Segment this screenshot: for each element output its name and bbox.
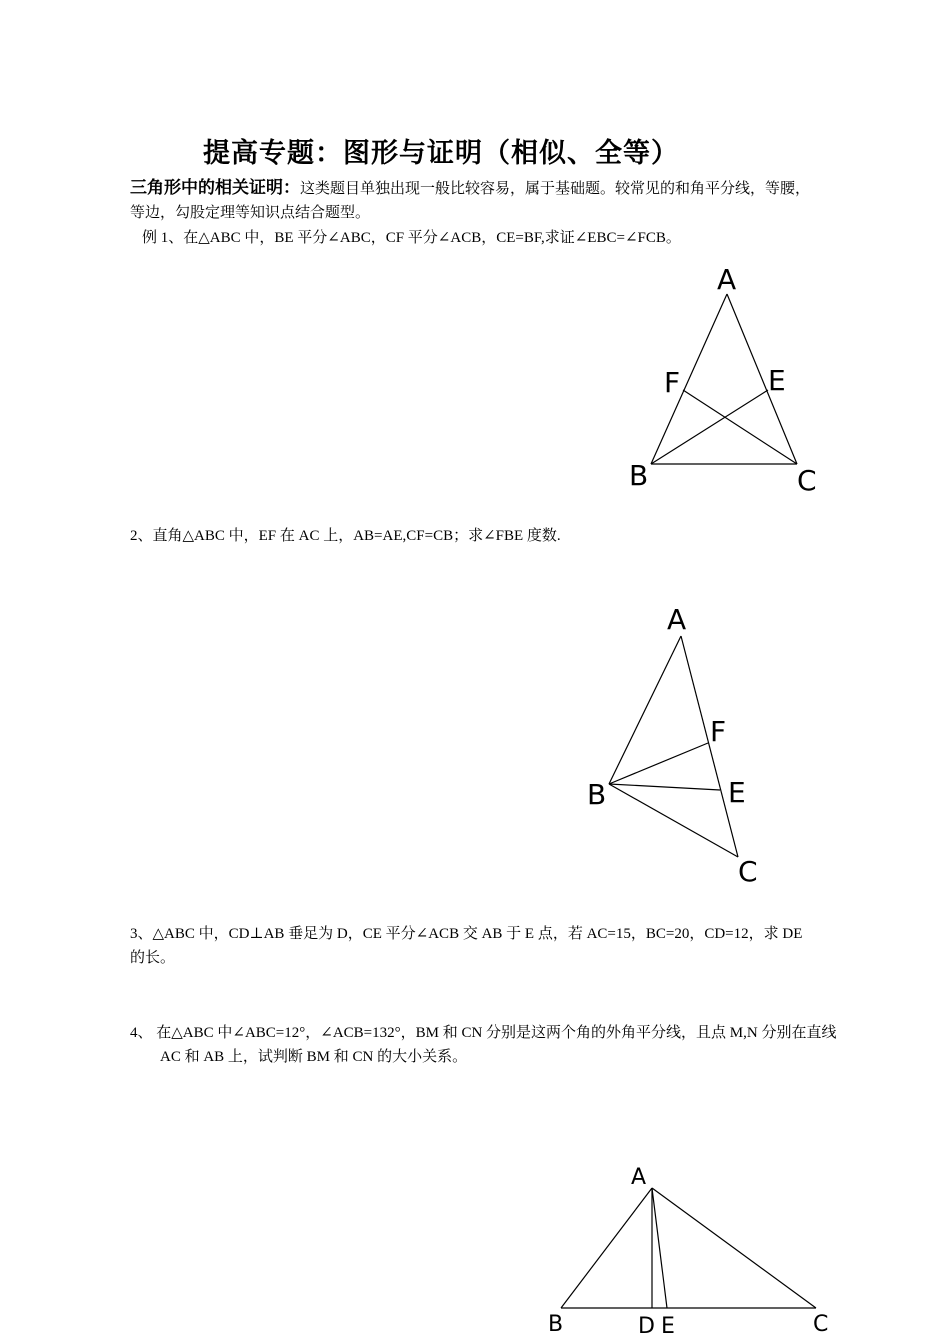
problem-1-text: 例 1、在△ABC 中，BE 平分∠ABC，CF 平分∠ACB，CE=BF,求证∠EBC=∠FCB。	[142, 230, 681, 246]
page-title: 提高专题：图形与证明（相似、全等）	[203, 138, 679, 169]
fig1-label-c: C	[797, 464, 817, 497]
fig2-label-b: B	[587, 778, 607, 811]
fig1-label-e: E	[768, 364, 786, 397]
problem-3-text: 3、△ABC 中，CD⊥AB 垂足为 D，CE 平分∠ACB 交 AB 于 E 点，若 AC=15，BC=20，CD=12，求 DE 的长。	[130, 926, 803, 966]
problem-4-text: 4、 在△ABC 中∠ABC=12°，∠ACB=132°，BM 和 CN 分别是这两个角的外角平分线，且点 M,N 分别在直线 AC 和 AB 上，试判断 BM 和 CN 的大小关系。	[130, 1025, 837, 1065]
section-intro-text: 这类题目单独出现一般比较容易，属于基础题。较常见的和角平分线，等腰，等边，勾股定理等知识点结合题型。	[130, 181, 811, 221]
fig3-label-a: A	[631, 1165, 647, 1190]
fig2-label-c: C	[738, 855, 758, 888]
figure-3-lines	[561, 1188, 816, 1308]
fig2-label-e: E	[728, 776, 746, 809]
fig3-label-d: D	[638, 1314, 655, 1339]
fig3-label-e: E	[661, 1314, 675, 1339]
problem-2-text: 2、直角△ABC 中，EF 在 AC 上，AB=AE,CF=CB；求∠FBE 度数.	[130, 528, 561, 544]
fig1-label-f: F	[664, 366, 681, 399]
fig2-label-a: A	[667, 603, 687, 636]
section-heading: 三角形中的相关证明	[130, 178, 283, 198]
fig1-label-a: A	[717, 263, 737, 296]
fig3-label-c: C	[813, 1312, 829, 1337]
fig3-label-b: B	[548, 1312, 564, 1337]
section-heading-colon: ：	[283, 178, 300, 198]
fig1-label-b: B	[629, 459, 649, 492]
fig2-label-f: F	[710, 715, 727, 748]
